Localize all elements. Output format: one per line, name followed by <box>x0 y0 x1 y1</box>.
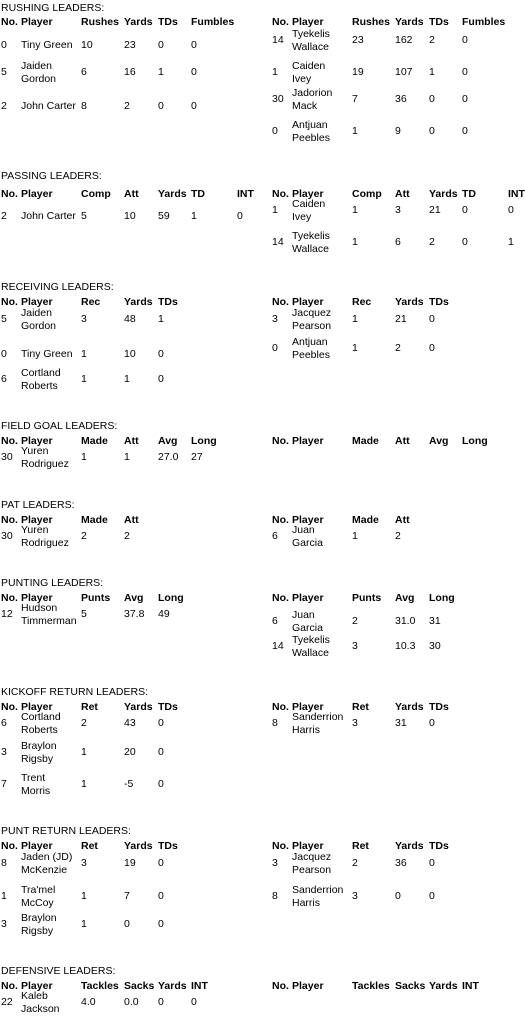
header-player: Player <box>292 592 324 604</box>
header-player: Player <box>21 296 53 308</box>
header-no: No. <box>1 592 18 604</box>
cell-ret: 1 <box>81 918 87 930</box>
cell-tds: 0 <box>429 717 435 729</box>
cell-int: 0 <box>237 210 243 222</box>
cell-yards: 1 <box>124 373 130 385</box>
cell-ret: 1 <box>81 778 87 790</box>
header-yards: Yards <box>429 188 458 200</box>
cell-yards: 48 <box>124 313 136 325</box>
cell-player: Tyekelis Wallace <box>292 230 330 255</box>
header-avg: Avg <box>429 435 449 447</box>
header-sacks: Sacks <box>124 980 155 992</box>
cell-no: 22 <box>1 996 13 1008</box>
cell-fumbles: 0 <box>191 39 197 51</box>
cell-int: 0 <box>508 204 514 216</box>
kickoff-return-title: KICKOFF RETURN LEADERS: <box>1 686 149 698</box>
header-player: Player <box>292 701 324 713</box>
cell-no: 8 <box>272 717 278 729</box>
header-yards: Yards <box>124 701 153 713</box>
cell-rec: 3 <box>81 313 87 325</box>
cell-player: Antjuan Peebles <box>292 119 330 144</box>
cell-int: 0 <box>191 996 197 1008</box>
cell-yards: 2 <box>124 100 130 112</box>
cell-yards: 0 <box>395 890 401 902</box>
cell-yards: 2 <box>395 342 401 354</box>
cell-ret: 3 <box>352 890 358 902</box>
cell-yards: -5 <box>124 778 134 790</box>
header-no: No. <box>272 296 289 308</box>
cell-yards: 19 <box>124 857 136 869</box>
cell-fumbles: 0 <box>462 66 468 78</box>
header-comp: Comp <box>352 188 382 200</box>
header-int: INT <box>237 188 254 200</box>
header-tds: TDs <box>158 16 178 28</box>
header-player: Player <box>21 188 53 200</box>
cell-tds: 0 <box>158 918 164 930</box>
cell-fumbles: 0 <box>462 34 468 46</box>
header-no: No. <box>1 296 18 308</box>
header-punts: Punts <box>352 592 382 604</box>
field-goal-title: FIELD GOAL LEADERS: <box>1 420 118 432</box>
receiving-title: RECEIVING LEADERS: <box>1 281 114 293</box>
cell-fumbles: 0 <box>462 125 468 137</box>
cell-att: 10 <box>124 210 136 222</box>
header-yards: Yards <box>395 16 424 28</box>
cell-yards: 21 <box>395 313 407 325</box>
cell-td: 1 <box>191 210 197 222</box>
cell-no: 1 <box>272 66 278 78</box>
cell-player: Tyekelis Wallace <box>292 28 330 53</box>
cell-ret: 3 <box>81 857 87 869</box>
header-tds: TDs <box>429 701 449 713</box>
cell-rushes: 10 <box>81 39 93 51</box>
header-avg: Avg <box>395 592 415 604</box>
cell-tackles: 4.0 <box>81 996 96 1008</box>
cell-yards: 7 <box>124 890 130 902</box>
cell-long: 27 <box>191 451 203 463</box>
header-no: No. <box>272 701 289 713</box>
cell-att: 2 <box>124 530 130 542</box>
cell-player: Jaden (JD) McKenzie <box>21 851 73 876</box>
cell-no: 3 <box>272 857 278 869</box>
cell-yards: 107 <box>395 66 413 78</box>
cell-rec: 1 <box>81 348 87 360</box>
header-att: Att <box>124 435 139 447</box>
cell-tds: 1 <box>158 66 164 78</box>
header-tds: TDs <box>158 840 178 852</box>
cell-no: 5 <box>1 66 7 78</box>
header-long: Long <box>191 435 217 447</box>
cell-att: 6 <box>395 236 401 248</box>
header-player: Player <box>292 188 324 200</box>
cell-no: 14 <box>272 34 284 46</box>
cell-tds: 0 <box>429 93 435 105</box>
cell-no: 5 <box>1 313 7 325</box>
cell-no: 0 <box>1 348 7 360</box>
cell-player: Jacquez Pearson <box>292 307 332 332</box>
cell-punts: 5 <box>81 608 87 620</box>
header-no: No. <box>1 16 18 28</box>
cell-ret: 2 <box>352 857 358 869</box>
cell-no: 0 <box>1 39 7 51</box>
cell-tds: 0 <box>158 778 164 790</box>
cell-yards: 43 <box>124 717 136 729</box>
cell-punts: 3 <box>352 640 358 652</box>
rushing-title: RUSHING LEADERS: <box>1 2 105 14</box>
punt-return-title: PUNT RETURN LEADERS: <box>1 825 131 837</box>
defensive-right-table <box>271 0 523 1024</box>
header-player: Player <box>292 840 324 852</box>
header-tds: TDs <box>158 296 178 308</box>
cell-rec: 1 <box>81 373 87 385</box>
cell-comp: 1 <box>352 236 358 248</box>
cell-int: 1 <box>508 236 514 248</box>
header-fumbles: Fumbles <box>191 16 235 28</box>
header-player: Player <box>292 296 324 308</box>
header-made: Made <box>352 435 379 447</box>
header-made: Made <box>81 514 108 526</box>
cell-att: 3 <box>395 204 401 216</box>
cell-tds: 0 <box>429 342 435 354</box>
header-ret: Ret <box>81 701 98 713</box>
cell-yards: 59 <box>158 210 170 222</box>
cell-yards: 36 <box>395 857 407 869</box>
cell-rushes: 6 <box>81 66 87 78</box>
header-tackles: Tackles <box>352 980 390 992</box>
cell-yards: 10 <box>124 348 136 360</box>
header-no: No. <box>272 514 289 526</box>
cell-tds: 0 <box>158 857 164 869</box>
cell-rushes: 19 <box>352 66 364 78</box>
header-punts: Punts <box>81 592 111 604</box>
cell-no: 1 <box>1 890 7 902</box>
header-yards: Yards <box>395 840 424 852</box>
header-yards: Yards <box>158 980 187 992</box>
header-player: Player <box>21 592 53 604</box>
header-no: No. <box>272 592 289 604</box>
header-no: No. <box>1 840 18 852</box>
header-ret: Ret <box>352 701 369 713</box>
cell-yards: 162 <box>395 34 413 46</box>
header-long: Long <box>462 435 488 447</box>
header-player: Player <box>21 514 53 526</box>
cell-no: 8 <box>272 890 278 902</box>
cell-ret: 1 <box>81 746 87 758</box>
cell-player: Braylon Rigsby <box>21 740 57 765</box>
cell-player: Braylon Rigsby <box>21 912 57 937</box>
cell-tds: 0 <box>158 348 164 360</box>
header-tds: TDs <box>429 840 449 852</box>
header-no: No. <box>1 435 18 447</box>
cell-td: 0 <box>462 236 468 248</box>
header-tds: TDs <box>429 16 449 28</box>
cell-tds: 0 <box>429 125 435 137</box>
cell-avg: 37.8 <box>124 608 145 620</box>
header-sacks: Sacks <box>395 980 426 992</box>
cell-player: Hudson Timmerman <box>21 602 77 627</box>
cell-no: 0 <box>272 125 278 137</box>
header-td: TD <box>191 188 205 200</box>
cell-player: Tiny Green <box>21 348 73 360</box>
cell-tds: 0 <box>158 746 164 758</box>
header-no: No. <box>272 16 289 28</box>
header-tds: TDs <box>429 296 449 308</box>
cell-player: Tyekelis Wallace <box>292 634 330 659</box>
header-made: Made <box>81 435 108 447</box>
header-ret: Ret <box>352 840 369 852</box>
header-no: No. <box>272 188 289 200</box>
cell-yards: 20 <box>124 746 136 758</box>
cell-att: 1 <box>124 451 130 463</box>
cell-tds: 1 <box>158 313 164 325</box>
cell-player: Jadorion Mack <box>292 87 333 112</box>
cell-ret: 3 <box>352 717 358 729</box>
header-int: INT <box>462 980 479 992</box>
cell-no: 30 <box>1 530 13 542</box>
header-fumbles: Fumbles <box>462 16 506 28</box>
header-rushes: Rushes <box>352 16 390 28</box>
header-player: Player <box>21 980 53 992</box>
header-player: Player <box>292 16 324 28</box>
cell-long: 31 <box>429 615 441 627</box>
cell-no: 1 <box>272 204 278 216</box>
cell-long: 49 <box>158 608 170 620</box>
cell-player: Juan Garcia <box>292 609 323 634</box>
defensive-left-table <box>0 0 262 1024</box>
cell-tds: 0 <box>429 857 435 869</box>
header-yards: Yards <box>124 16 153 28</box>
cell-player: Yuren Rodriguez <box>21 445 69 470</box>
pat-title: PAT LEADERS: <box>1 499 75 511</box>
cell-no: 3 <box>272 313 278 325</box>
punting-title: PUNTING LEADERS: <box>1 577 104 589</box>
header-yards: Yards <box>124 296 153 308</box>
cell-no: 3 <box>1 746 7 758</box>
table-row <box>0 990 262 1016</box>
cell-player: Juan Garcia <box>292 524 323 549</box>
cell-avg: 10.3 <box>395 640 416 652</box>
cell-no: 0 <box>272 342 278 354</box>
cell-tds: 0 <box>158 717 164 729</box>
header-player: Player <box>21 840 53 852</box>
cell-rec: 1 <box>352 313 358 325</box>
header-player: Player <box>21 16 53 28</box>
cell-fumbles: 0 <box>191 100 197 112</box>
cell-comp: 5 <box>81 210 87 222</box>
header-no: No. <box>1 701 18 713</box>
cell-tds: 0 <box>429 313 435 325</box>
cell-yards: 31 <box>395 717 407 729</box>
header-tds: TDs <box>158 701 178 713</box>
cell-player: Sanderrion Harris <box>292 884 344 909</box>
header-td: TD <box>462 188 476 200</box>
cell-sacks: 0.0 <box>124 996 139 1008</box>
cell-tds: 0 <box>158 373 164 385</box>
cell-long: 30 <box>429 640 441 652</box>
cell-no: 14 <box>272 640 284 652</box>
cell-player: Tiny Green <box>21 39 73 51</box>
cell-player: Antjuan Peebles <box>292 336 330 361</box>
cell-player: Kaleb Jackson <box>21 990 60 1015</box>
cell-tds: 0 <box>429 890 435 902</box>
cell-yards: 9 <box>395 125 401 137</box>
cell-player: Caiden Ivey <box>292 198 326 223</box>
cell-td: 0 <box>462 204 468 216</box>
header-no: No. <box>1 980 18 992</box>
cell-player: Jaiden Gordon <box>21 60 57 85</box>
cell-rec: 1 <box>352 342 358 354</box>
header-rec: Rec <box>352 296 372 308</box>
header-tackles: Tackles <box>81 980 119 992</box>
cell-yards: 0 <box>124 918 130 930</box>
cell-tds: 0 <box>158 890 164 902</box>
cell-player: Sanderrion Harris <box>292 711 344 736</box>
cell-tds: 0 <box>158 39 164 51</box>
cell-tds: 1 <box>429 66 435 78</box>
passing-title: PASSING LEADERS: <box>1 170 102 182</box>
header-comp: Comp <box>81 188 111 200</box>
cell-player: Tra'mel McCoy <box>21 884 56 909</box>
cell-tds: 0 <box>158 100 164 112</box>
cell-att: 2 <box>395 530 401 542</box>
cell-no: 12 <box>1 608 13 620</box>
header-int: INT <box>191 980 208 992</box>
cell-player: John Carter <box>21 210 76 222</box>
cell-no: 2 <box>1 100 7 112</box>
header-long: Long <box>158 592 184 604</box>
cell-player: Caiden Ivey <box>292 60 326 85</box>
cell-no: 6 <box>272 530 278 542</box>
cell-ret: 2 <box>81 717 87 729</box>
header-avg: Avg <box>158 435 178 447</box>
cell-no: 2 <box>1 210 7 222</box>
cell-rushes: 1 <box>352 125 358 137</box>
cell-yards: 23 <box>124 39 136 51</box>
header-no: No. <box>272 980 289 992</box>
cell-no: 30 <box>272 93 284 105</box>
cell-player: Trent Morris <box>21 772 51 797</box>
header-int: INT <box>508 188 525 200</box>
cell-no: 6 <box>272 615 278 627</box>
header-yards: Yards <box>395 296 424 308</box>
cell-yards: 16 <box>124 66 136 78</box>
cell-yards: 0 <box>158 996 164 1008</box>
cell-rushes: 8 <box>81 100 87 112</box>
header-rec: Rec <box>81 296 101 308</box>
cell-no: 8 <box>1 857 7 869</box>
cell-no: 6 <box>1 373 7 385</box>
cell-avg: 31.0 <box>395 615 416 627</box>
cell-ret: 1 <box>81 890 87 902</box>
header-yards: Yards <box>429 980 458 992</box>
header-no: No. <box>272 840 289 852</box>
cell-player: Jacquez Pearson <box>292 851 332 876</box>
cell-no: 30 <box>1 451 13 463</box>
cell-yards: 36 <box>395 93 407 105</box>
header-player: Player <box>292 435 324 447</box>
cell-fumbles: 0 <box>462 93 468 105</box>
header-att: Att <box>124 188 139 200</box>
cell-player: Cortland Roberts <box>21 367 61 392</box>
cell-tds: 2 <box>429 34 435 46</box>
header-att: Att <box>395 188 410 200</box>
cell-rushes: 7 <box>352 93 358 105</box>
cell-made: 1 <box>81 451 87 463</box>
cell-no: 6 <box>1 717 7 729</box>
header-player: Player <box>292 980 324 992</box>
cell-punts: 2 <box>352 615 358 627</box>
header-no: No. <box>1 188 18 200</box>
header-made: Made <box>352 514 379 526</box>
header-att: Att <box>124 514 139 526</box>
header-att: Att <box>395 514 410 526</box>
cell-player: Yuren Rodriguez <box>21 524 69 549</box>
cell-fumbles: 0 <box>191 66 197 78</box>
header-player: Player <box>21 701 53 713</box>
header-yards: Yards <box>158 188 187 200</box>
cell-player: Jaiden Gordon <box>21 307 57 332</box>
cell-player: Cortland Roberts <box>21 711 61 736</box>
cell-yards: 21 <box>429 204 441 216</box>
header-rushes: Rushes <box>81 16 119 28</box>
header-long: Long <box>429 592 455 604</box>
cell-player: John Carter <box>21 100 76 112</box>
header-no: No. <box>272 435 289 447</box>
cell-comp: 1 <box>352 204 358 216</box>
cell-avg: 27.0 <box>158 451 179 463</box>
header-att: Att <box>395 435 410 447</box>
header-yards: Yards <box>395 701 424 713</box>
header-no: No. <box>1 514 18 526</box>
cell-rushes: 23 <box>352 34 364 46</box>
header-ret: Ret <box>81 840 98 852</box>
header-avg: Avg <box>124 592 144 604</box>
header-yards: Yards <box>124 840 153 852</box>
cell-no: 3 <box>1 918 7 930</box>
defensive-title: DEFENSIVE LEADERS: <box>1 965 116 977</box>
cell-made: 2 <box>81 530 87 542</box>
cell-no: 7 <box>1 778 7 790</box>
cell-yards: 2 <box>429 236 435 248</box>
cell-no: 14 <box>272 236 284 248</box>
header-player: Player <box>292 514 324 526</box>
header-player: Player <box>21 435 53 447</box>
cell-made: 1 <box>352 530 358 542</box>
